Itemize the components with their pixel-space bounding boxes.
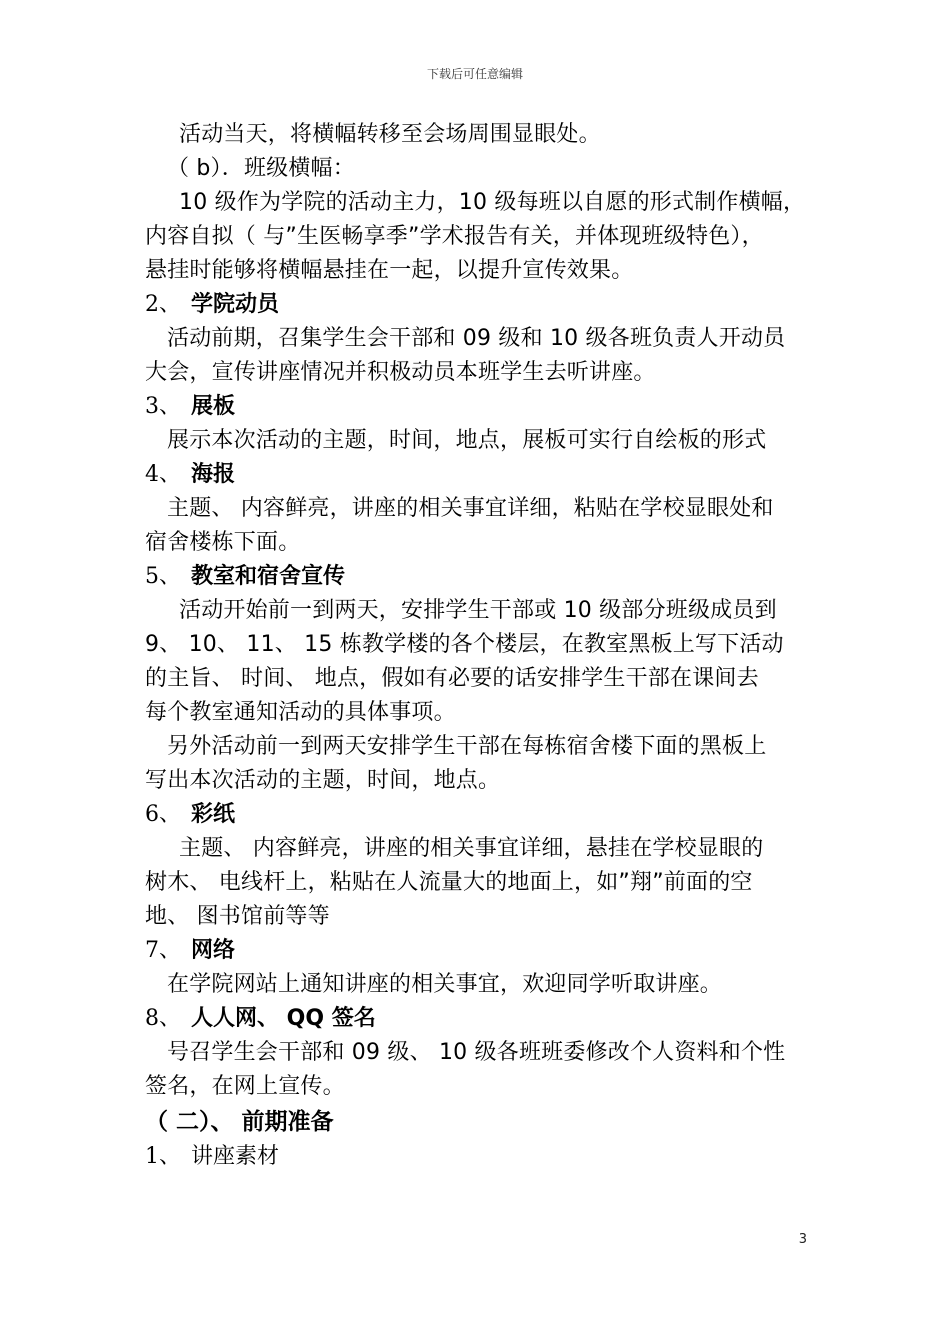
section-heading-8: [145, 1002, 810, 1036]
heading-number: 3、: [145, 394, 181, 419]
document-body: [145, 118, 810, 1174]
heading-number: 2、: [145, 292, 181, 317]
text-line: 10 级作为学院的活动主力，10 级每班以自愿的形式制作横幅，: [179, 190, 806, 215]
text-line: （ b）．班级横幅：: [167, 156, 355, 181]
text-line: 展示本次活动的主题，时间，地点，展板可实行自绘板的形式: [167, 428, 767, 453]
heading-number: 4、: [145, 462, 181, 487]
section-heading-2: [145, 288, 810, 322]
heading-title: 展板: [191, 394, 236, 419]
page-header-note: 下载后可任意编辑: [426, 67, 523, 81]
heading-number: 7、: [145, 938, 181, 963]
text-line: 树木、 电线杆上，粘贴在人流量大的地面上，如”翔”前面的空: [145, 870, 753, 895]
text-line: 的主旨、 时间、 地点，假如有必要的话安排学生干部在课间去: [145, 666, 759, 691]
section-heading-1: [145, 1140, 810, 1174]
section-heading-3: [145, 390, 810, 424]
heading-number: 8、: [145, 1006, 181, 1031]
text-line: 每个教室通知活动的具体事项。: [145, 700, 456, 725]
text-line: 大会，宣传讲座情况并积极动员本班学生去听讲座。: [145, 360, 656, 385]
text-line: 宿舍楼栋下面。: [145, 530, 301, 555]
heading-title: 学院动员: [191, 292, 280, 317]
section-heading-part-2: （ 二）、 前期准备: [145, 1109, 334, 1135]
text-line: 地、 图书馆前等等: [145, 904, 330, 929]
heading-number: 5、: [145, 564, 181, 589]
heading-number: 6、: [145, 802, 181, 827]
text-line: 主题、 内容鲜亮，讲座的相关事宜详细，悬挂在学校显眼的: [179, 836, 764, 861]
section-heading-6: [145, 798, 810, 832]
text-line: 另外活动前一到两天安排学生干部在每栋宿舍楼下面的黑板上: [167, 734, 767, 759]
heading-title: 人人网、 QQ 签名: [191, 1006, 376, 1031]
text-line: 在学院网站上通知讲座的相关事宜，欢迎同学听取讲座。: [167, 972, 723, 997]
text-line: 活动前期，召集学生会干部和 09 级和 10 级各班负责人开动员: [167, 326, 786, 351]
text-line: 签名，在网上宣传。: [145, 1074, 345, 1099]
text-line: 活动开始前一到两天，安排学生干部或 10 级部分班级成员到: [179, 598, 777, 623]
heading-number: 1、: [145, 1144, 181, 1169]
text-line: 悬挂时能够将横幅悬挂在一起，以提升宣传效果。: [145, 258, 634, 283]
heading-title: 网络: [191, 938, 236, 963]
section-heading-4: [145, 458, 810, 492]
text-line: 9、 10、 11、 15 栋教学楼的各个楼层，在教室黑板上写下活动: [145, 632, 784, 657]
heading-title: 彩纸: [191, 802, 236, 827]
text-line: 内容自拟（ 与”生医畅享季”学术报告有关，并体现班级特色），: [145, 224, 764, 249]
page-number: 3: [798, 1232, 807, 1247]
text-line: 主题、 内容鲜亮，讲座的相关事宜详细，粘贴在学校显眼处和: [167, 496, 774, 521]
section-heading-7: [145, 934, 810, 968]
heading-title: 教室和宿舍宣传: [191, 564, 346, 589]
text-line: 活动当天，将横幅转移至会场周围显眼处。: [179, 122, 601, 147]
section-heading-5: [145, 560, 810, 594]
text-line: 号召学生会干部和 09 级、 10 级各班班委修改个人资料和个性: [167, 1040, 786, 1065]
heading-title: 讲座素材: [191, 1144, 280, 1169]
heading-title: 海报: [191, 462, 236, 487]
text-line: 写出本次活动的主题，时间，地点。: [145, 768, 501, 793]
